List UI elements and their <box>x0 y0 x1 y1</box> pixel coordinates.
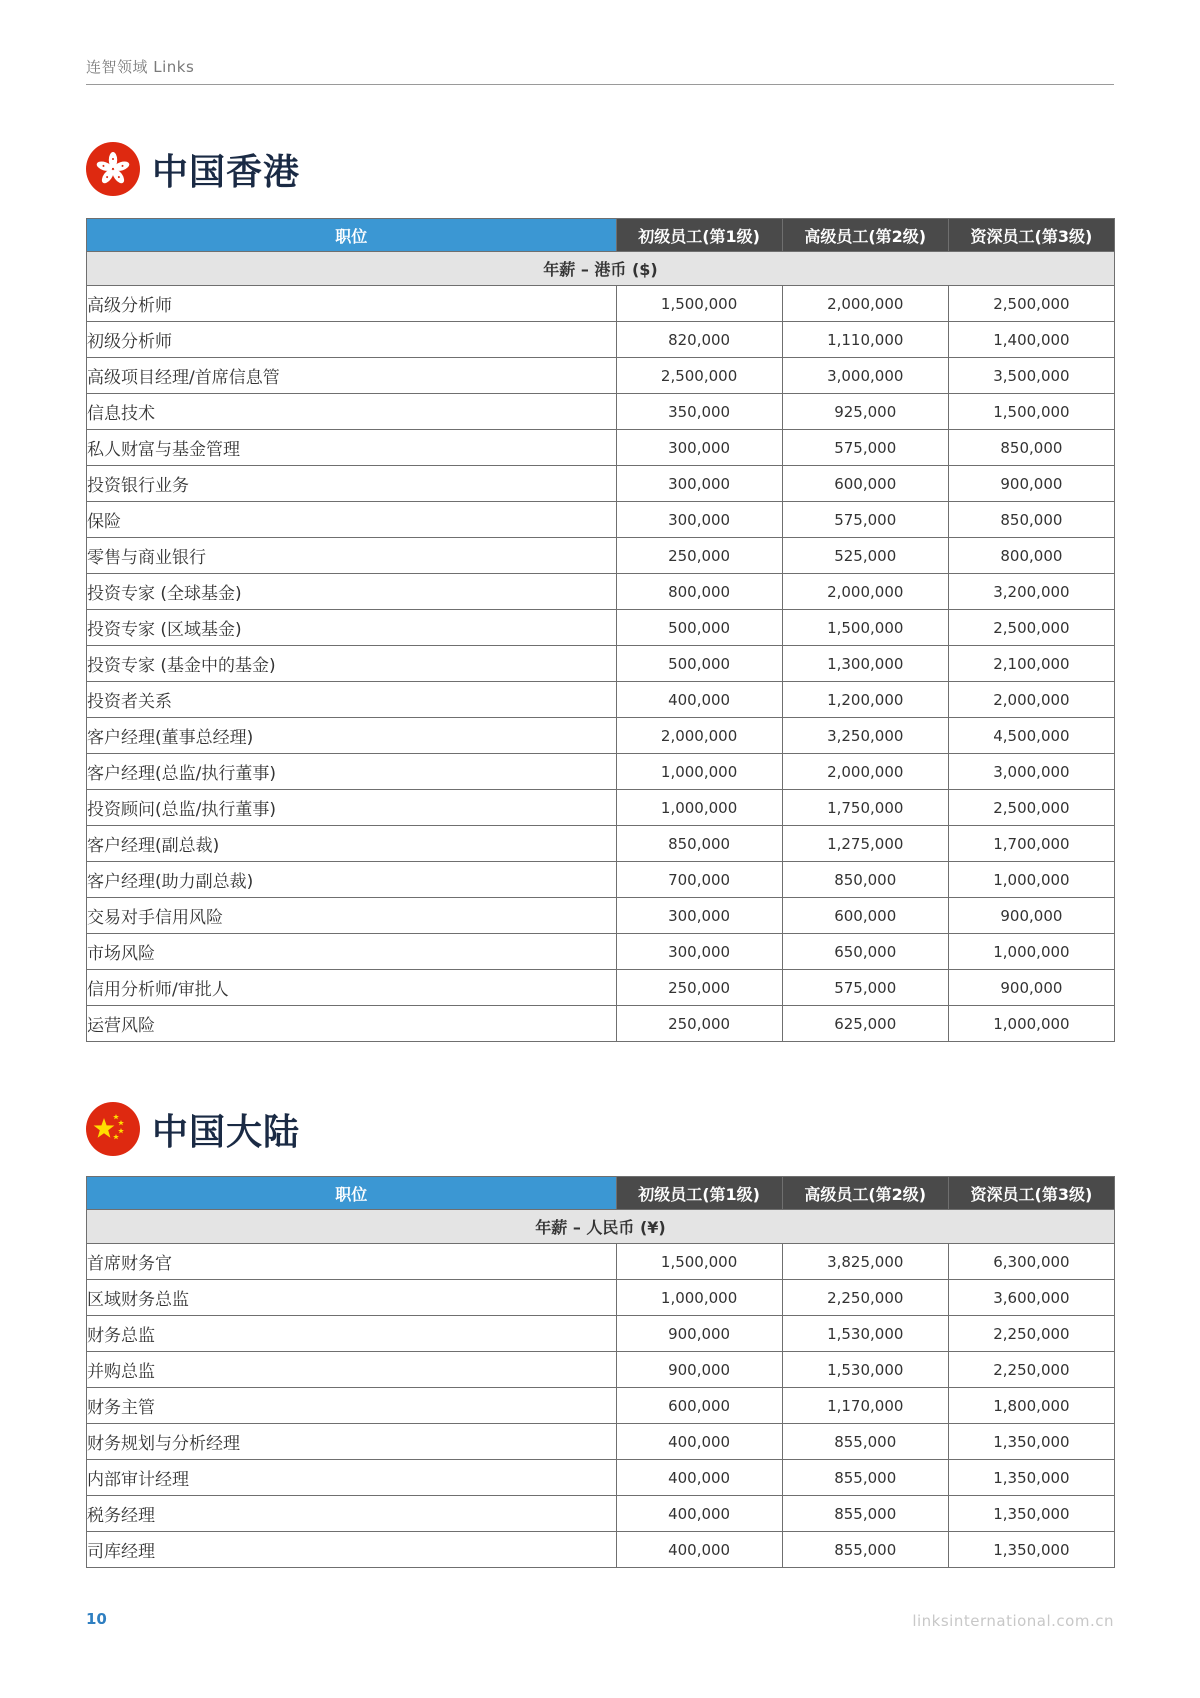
salary-level-3-cell: 2,500,000 <box>948 286 1114 322</box>
salary-level-2-cell: 2,000,000 <box>782 574 948 610</box>
salary-level-2-cell: 925,000 <box>782 394 948 430</box>
table-subheader-row <box>87 1210 1115 1244</box>
salary-level-2-cell: 525,000 <box>782 538 948 574</box>
column-header-level-1: 初级员工(第1级) <box>616 1177 782 1210</box>
salary-level-1-cell: 900,000 <box>616 1352 782 1388</box>
salary-level-1-cell: 400,000 <box>616 682 782 718</box>
salary-level-1-cell: 900,000 <box>616 1316 782 1352</box>
position-cell: 零售与商业银行 <box>87 538 617 574</box>
table-row <box>87 574 1115 610</box>
position-cell: 客户经理(副总裁) <box>87 826 617 862</box>
salary-level-1-cell: 300,000 <box>616 502 782 538</box>
salary-level-3-cell: 1,000,000 <box>948 934 1114 970</box>
salary-level-3-cell: 3,200,000 <box>948 574 1114 610</box>
salary-level-1-cell: 300,000 <box>616 430 782 466</box>
position-cell: 高级项目经理/首席信息管 <box>87 358 617 394</box>
salary-level-3-cell: 2,000,000 <box>948 682 1114 718</box>
table-body <box>87 286 1115 1042</box>
salary-level-1-cell: 400,000 <box>616 1532 782 1568</box>
salary-level-1-cell: 500,000 <box>616 610 782 646</box>
salary-level-3-cell: 1,350,000 <box>948 1424 1114 1460</box>
section-title-hong-kong: 中国香港 <box>152 151 301 193</box>
position-cell: 税务经理 <box>87 1496 617 1532</box>
position-cell: 运营风险 <box>87 1006 617 1042</box>
salary-level-1-cell: 800,000 <box>616 574 782 610</box>
salary-level-2-cell: 625,000 <box>782 1006 948 1042</box>
salary-level-2-cell: 855,000 <box>782 1424 948 1460</box>
salary-level-2-cell: 1,500,000 <box>782 610 948 646</box>
salary-level-2-cell: 1,110,000 <box>782 322 948 358</box>
position-cell: 首席财务官 <box>87 1244 617 1280</box>
salary-level-2-cell: 2,250,000 <box>782 1280 948 1316</box>
table-row <box>87 358 1115 394</box>
salary-level-2-cell: 3,250,000 <box>782 718 948 754</box>
mainland-salary-table <box>86 1176 1115 1568</box>
salary-level-3-cell: 850,000 <box>948 430 1114 466</box>
website-url: linksinternational.com.cn <box>912 1612 1114 1630</box>
salary-level-1-cell: 1,000,000 <box>616 754 782 790</box>
table-row <box>87 1316 1115 1352</box>
table-row <box>87 754 1115 790</box>
table-body <box>87 1244 1115 1568</box>
table-row <box>87 466 1115 502</box>
salary-level-3-cell: 2,100,000 <box>948 646 1114 682</box>
salary-level-3-cell: 3,600,000 <box>948 1280 1114 1316</box>
position-cell: 私人财富与基金管理 <box>87 430 617 466</box>
table-row <box>87 862 1115 898</box>
salary-level-3-cell: 900,000 <box>948 466 1114 502</box>
table-row <box>87 1460 1115 1496</box>
table-header-row <box>87 219 1115 252</box>
column-header-position: 职位 <box>87 1177 617 1210</box>
salary-level-3-cell: 900,000 <box>948 970 1114 1006</box>
salary-level-2-cell: 1,170,000 <box>782 1388 948 1424</box>
salary-level-3-cell: 900,000 <box>948 898 1114 934</box>
currency-subheader: 年薪 – 港币 ($) <box>87 252 1115 286</box>
position-cell: 区域财务总监 <box>87 1280 617 1316</box>
salary-level-2-cell: 855,000 <box>782 1532 948 1568</box>
salary-level-1-cell: 1,500,000 <box>616 1244 782 1280</box>
hong-kong-salary-table <box>86 218 1115 1042</box>
salary-level-1-cell: 400,000 <box>616 1496 782 1532</box>
salary-level-3-cell: 3,000,000 <box>948 754 1114 790</box>
salary-level-1-cell: 250,000 <box>616 970 782 1006</box>
currency-subheader: 年薪 – 人民币 (¥) <box>87 1210 1115 1244</box>
table-row <box>87 970 1115 1006</box>
salary-level-1-cell: 600,000 <box>616 1388 782 1424</box>
table-header-row <box>87 1177 1115 1210</box>
salary-level-1-cell: 850,000 <box>616 826 782 862</box>
salary-level-1-cell: 250,000 <box>616 538 782 574</box>
table-row <box>87 1388 1115 1424</box>
table-row <box>87 1352 1115 1388</box>
position-cell: 投资顾问(总监/执行董事) <box>87 790 617 826</box>
salary-level-2-cell: 575,000 <box>782 430 948 466</box>
position-cell: 投资专家 (区域基金) <box>87 610 617 646</box>
column-header-level-3: 资深员工(第3级) <box>948 219 1114 252</box>
position-cell: 信息技术 <box>87 394 617 430</box>
position-cell: 投资者关系 <box>87 682 617 718</box>
table-row <box>87 538 1115 574</box>
salary-level-2-cell: 3,825,000 <box>782 1244 948 1280</box>
salary-level-2-cell: 1,300,000 <box>782 646 948 682</box>
salary-level-3-cell: 1,700,000 <box>948 826 1114 862</box>
salary-level-2-cell: 855,000 <box>782 1460 948 1496</box>
section-heading-mainland <box>86 1101 300 1157</box>
salary-level-3-cell: 2,500,000 <box>948 610 1114 646</box>
column-header-level-3: 资深员工(第3级) <box>948 1177 1114 1210</box>
section-title-mainland: 中国大陆 <box>152 1111 301 1153</box>
salary-level-2-cell: 850,000 <box>782 862 948 898</box>
table-row <box>87 502 1115 538</box>
section-heading-hong-kong <box>86 141 300 197</box>
salary-level-2-cell: 1,530,000 <box>782 1352 948 1388</box>
salary-level-2-cell: 650,000 <box>782 934 948 970</box>
salary-level-1-cell: 300,000 <box>616 934 782 970</box>
salary-level-1-cell: 1,500,000 <box>616 286 782 322</box>
salary-level-1-cell: 1,000,000 <box>616 790 782 826</box>
position-cell: 信用分析师/审批人 <box>87 970 617 1006</box>
position-cell: 投资专家 (基金中的基金) <box>87 646 617 682</box>
header-divider <box>86 84 1114 85</box>
salary-level-2-cell: 575,000 <box>782 970 948 1006</box>
position-cell: 财务总监 <box>87 1316 617 1352</box>
position-cell: 市场风险 <box>87 934 617 970</box>
table-row <box>87 934 1115 970</box>
position-cell: 交易对手信用风险 <box>87 898 617 934</box>
salary-level-3-cell: 1,350,000 <box>948 1460 1114 1496</box>
salary-level-3-cell: 850,000 <box>948 502 1114 538</box>
salary-level-3-cell: 1,800,000 <box>948 1388 1114 1424</box>
salary-level-3-cell: 1,350,000 <box>948 1532 1114 1568</box>
salary-level-2-cell: 1,200,000 <box>782 682 948 718</box>
table-row <box>87 718 1115 754</box>
salary-level-3-cell: 2,500,000 <box>948 790 1114 826</box>
salary-level-1-cell: 400,000 <box>616 1460 782 1496</box>
salary-level-1-cell: 2,000,000 <box>616 718 782 754</box>
column-header-level-2: 高级员工(第2级) <box>782 219 948 252</box>
table-row <box>87 1424 1115 1460</box>
position-cell: 客户经理(总监/执行董事) <box>87 754 617 790</box>
salary-level-2-cell: 1,275,000 <box>782 826 948 862</box>
table-row <box>87 646 1115 682</box>
salary-level-2-cell: 1,750,000 <box>782 790 948 826</box>
position-cell: 客户经理(助力副总裁) <box>87 862 617 898</box>
salary-level-3-cell: 4,500,000 <box>948 718 1114 754</box>
salary-level-3-cell: 1,000,000 <box>948 1006 1114 1042</box>
table-row <box>87 1532 1115 1568</box>
salary-level-3-cell: 6,300,000 <box>948 1244 1114 1280</box>
column-header-level-1: 初级员工(第1级) <box>616 219 782 252</box>
hong-kong-flag-icon <box>86 142 140 196</box>
salary-level-1-cell: 300,000 <box>616 898 782 934</box>
salary-level-3-cell: 1,350,000 <box>948 1496 1114 1532</box>
salary-level-1-cell: 250,000 <box>616 1006 782 1042</box>
column-header-level-2: 高级员工(第2级) <box>782 1177 948 1210</box>
table-row <box>87 430 1115 466</box>
position-cell: 投资专家 (全球基金) <box>87 574 617 610</box>
china-flag-icon <box>86 1102 140 1156</box>
salary-level-3-cell: 800,000 <box>948 538 1114 574</box>
salary-level-1-cell: 400,000 <box>616 1424 782 1460</box>
running-header: 连智领域 Links <box>86 58 195 76</box>
salary-level-2-cell: 1,530,000 <box>782 1316 948 1352</box>
position-cell: 财务主管 <box>87 1388 617 1424</box>
table-row <box>87 898 1115 934</box>
table-subheader-row <box>87 252 1115 286</box>
salary-level-2-cell: 2,000,000 <box>782 754 948 790</box>
salary-level-2-cell: 575,000 <box>782 502 948 538</box>
salary-level-1-cell: 500,000 <box>616 646 782 682</box>
salary-level-3-cell: 1,500,000 <box>948 394 1114 430</box>
table-row <box>87 1280 1115 1316</box>
position-cell: 保险 <box>87 502 617 538</box>
table-row <box>87 1006 1115 1042</box>
table-row <box>87 610 1115 646</box>
position-cell: 财务规划与分析经理 <box>87 1424 617 1460</box>
salary-level-1-cell: 820,000 <box>616 322 782 358</box>
salary-level-1-cell: 300,000 <box>616 466 782 502</box>
salary-level-1-cell: 350,000 <box>616 394 782 430</box>
salary-level-2-cell: 600,000 <box>782 898 948 934</box>
position-cell: 投资银行业务 <box>87 466 617 502</box>
position-cell: 初级分析师 <box>87 322 617 358</box>
table-row <box>87 682 1115 718</box>
table-row <box>87 286 1115 322</box>
table-row <box>87 322 1115 358</box>
salary-level-2-cell: 600,000 <box>782 466 948 502</box>
position-cell: 司库经理 <box>87 1532 617 1568</box>
table-row <box>87 394 1115 430</box>
salary-level-2-cell: 855,000 <box>782 1496 948 1532</box>
salary-level-2-cell: 2,000,000 <box>782 286 948 322</box>
table-row <box>87 826 1115 862</box>
table-row <box>87 1244 1115 1280</box>
salary-level-1-cell: 1,000,000 <box>616 1280 782 1316</box>
salary-level-3-cell: 1,400,000 <box>948 322 1114 358</box>
page-number: 10 <box>86 1610 107 1628</box>
position-cell: 并购总监 <box>87 1352 617 1388</box>
column-header-position: 职位 <box>87 219 617 252</box>
salary-level-1-cell: 2,500,000 <box>616 358 782 394</box>
salary-level-3-cell: 2,250,000 <box>948 1316 1114 1352</box>
position-cell: 高级分析师 <box>87 286 617 322</box>
position-cell: 内部审计经理 <box>87 1460 617 1496</box>
table-row <box>87 790 1115 826</box>
salary-level-3-cell: 3,500,000 <box>948 358 1114 394</box>
salary-level-2-cell: 3,000,000 <box>782 358 948 394</box>
position-cell: 客户经理(董事总经理) <box>87 718 617 754</box>
salary-level-1-cell: 700,000 <box>616 862 782 898</box>
salary-level-3-cell: 1,000,000 <box>948 862 1114 898</box>
table-row <box>87 1496 1115 1532</box>
salary-level-3-cell: 2,250,000 <box>948 1352 1114 1388</box>
